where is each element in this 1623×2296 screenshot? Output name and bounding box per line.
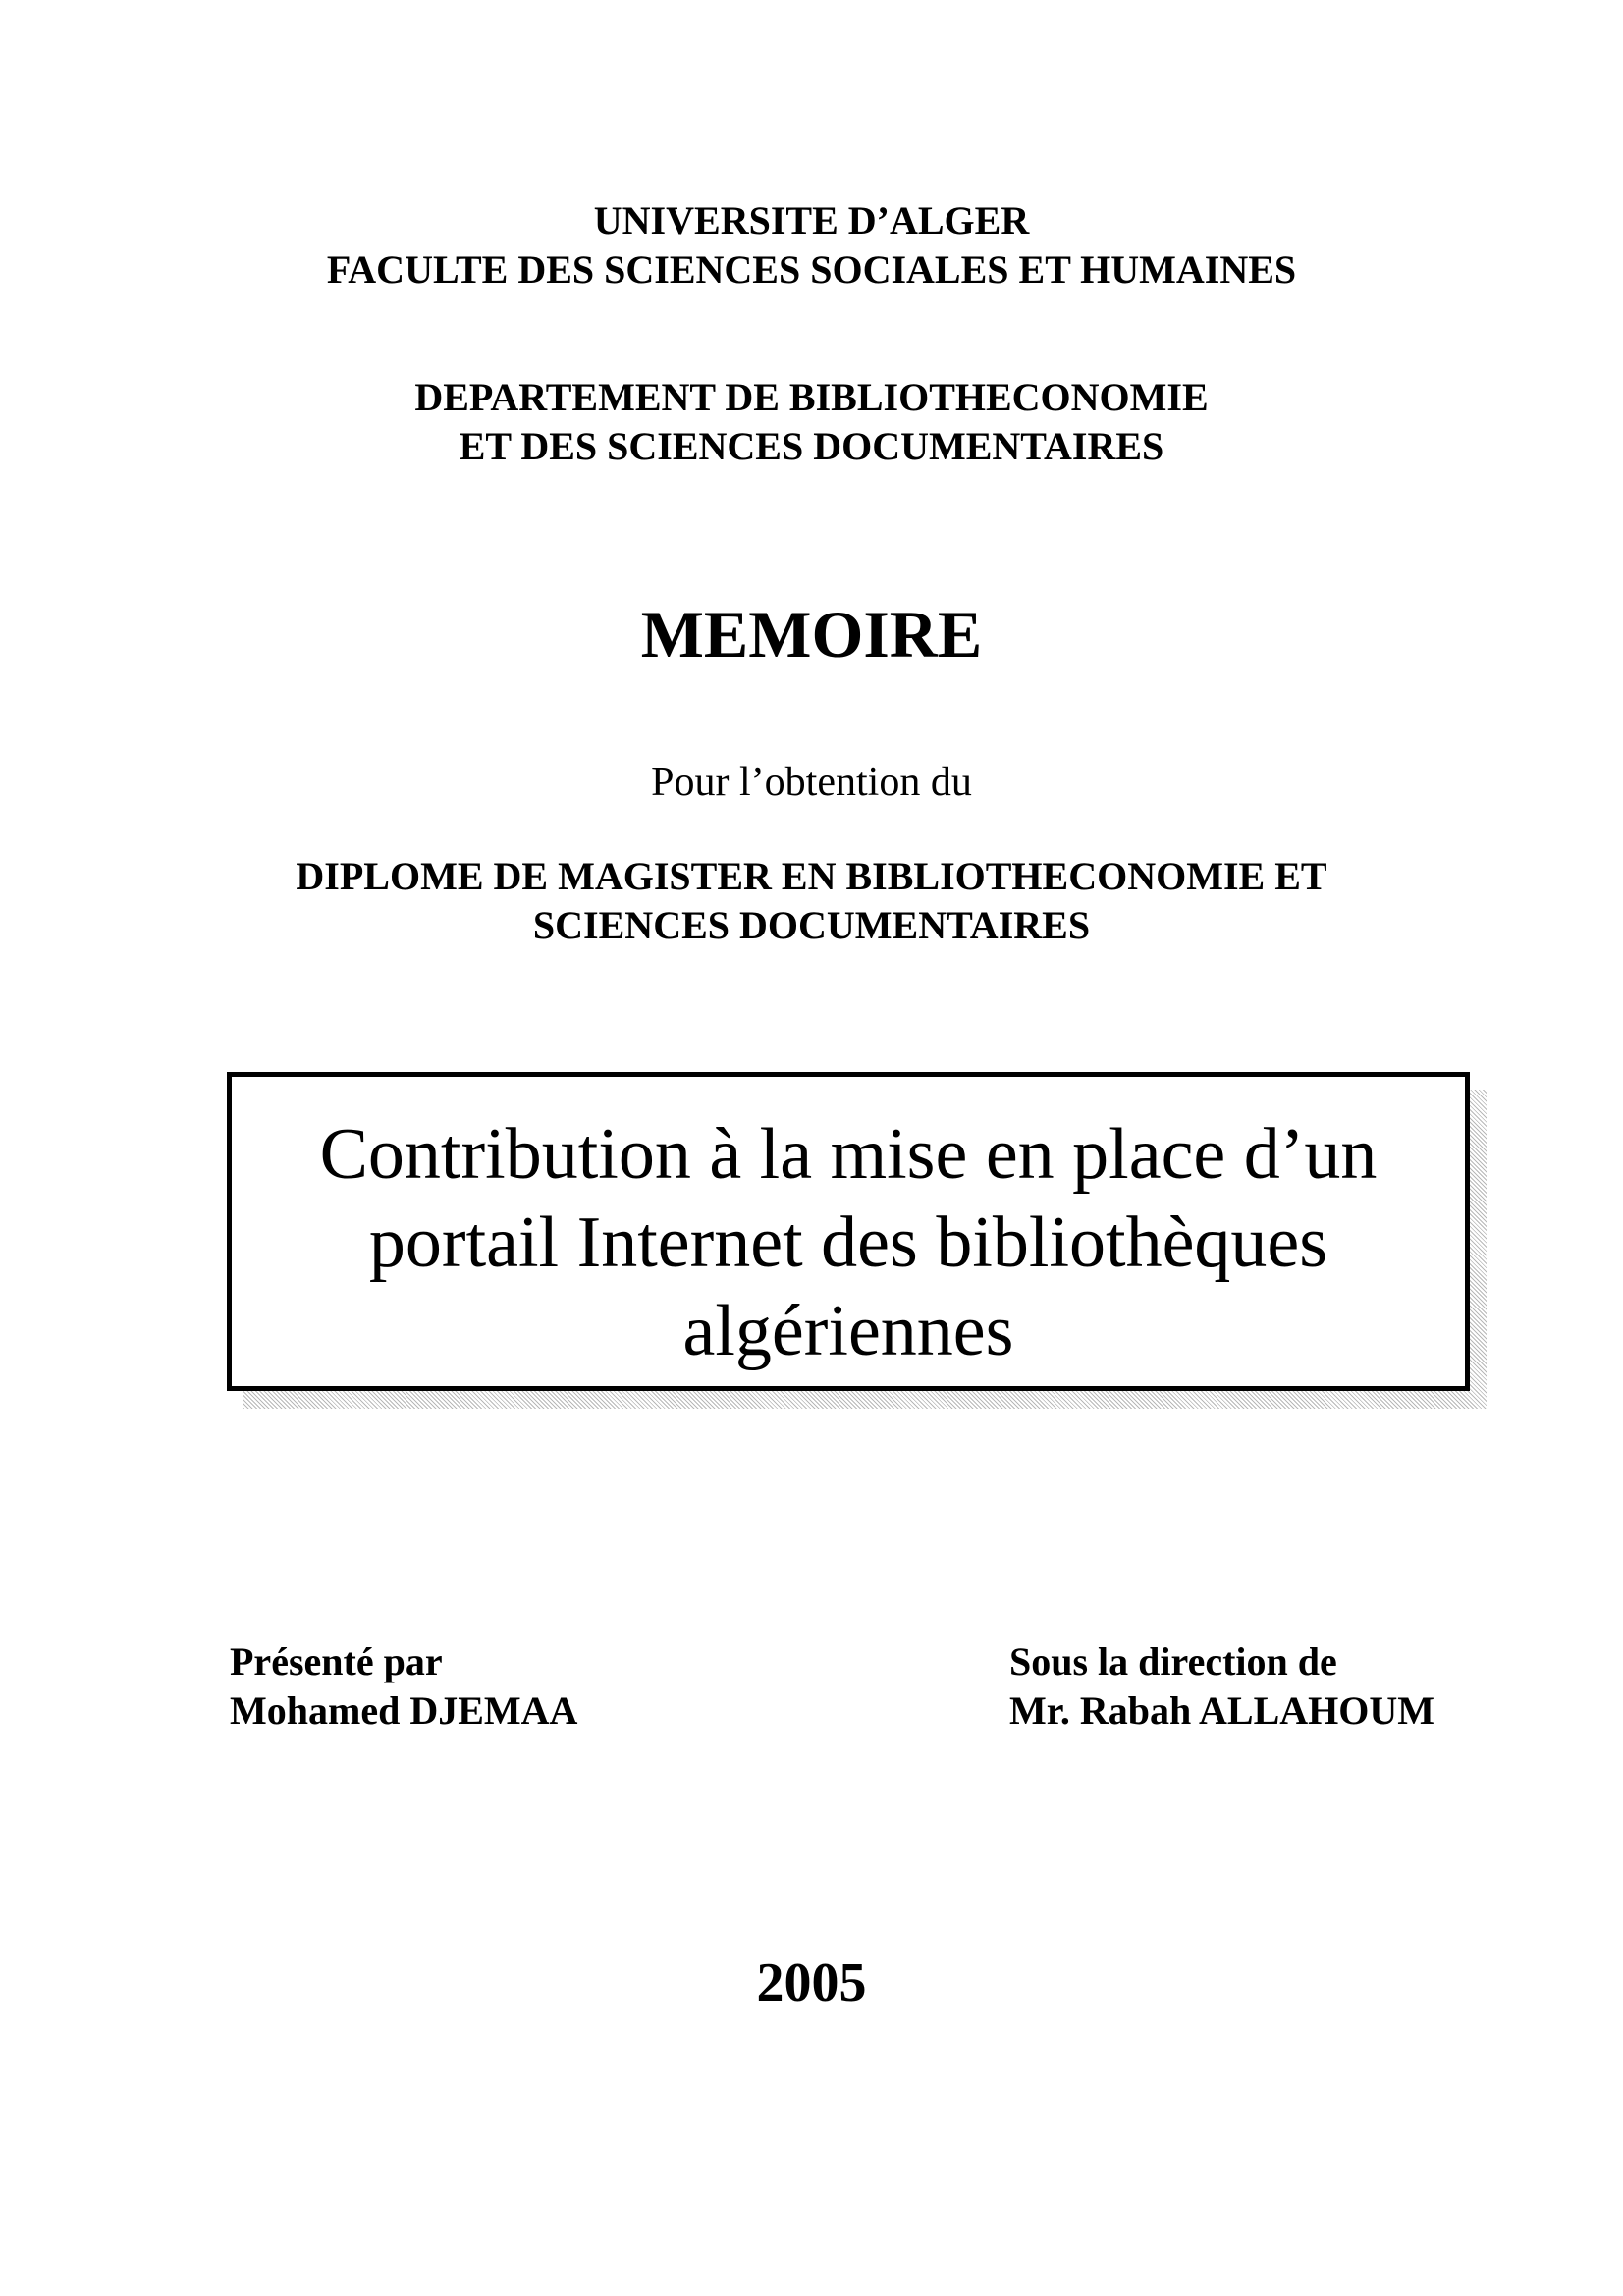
department-name-line1: DEPARTEMENT DE BIBLIOTHECONOMIE — [414, 375, 1209, 419]
thesis-title-line1: Contribution à la mise en place d’un — [319, 1114, 1378, 1195]
degree-name-line1: DIPLOME DE MAGISTER EN BIBLIOTHECONOMIE ET — [296, 854, 1327, 898]
supervisor-name: Mr. Rabah ALLAHOUM — [1009, 1688, 1435, 1733]
department-name-line2: ET DES SCIENCES DOCUMENTAIRES — [459, 424, 1164, 468]
author-name: Mohamed DJEMAA — [230, 1688, 578, 1733]
document-type-heading: MEMOIRE — [640, 597, 983, 671]
degree-name-line2: SCIENCES DOCUMENTAIRES — [532, 903, 1091, 947]
author-label: Présenté par — [230, 1639, 443, 1683]
thesis-title-line3: algériennes — [682, 1291, 1014, 1371]
faculty-name: FACULTE DES SCIENCES SOCIALES ET HUMAINES — [326, 247, 1297, 292]
degree-purpose: Pour l’obtention du — [651, 760, 972, 805]
university-name: UNIVERSITE D’ALGER — [593, 198, 1030, 242]
thesis-title-box — [227, 1072, 1470, 1391]
supervisor-label: Sous la direction de — [1009, 1639, 1337, 1683]
thesis-title-line2: portail Internet des bibliothèques — [368, 1202, 1328, 1283]
year: 2005 — [756, 1952, 867, 2013]
